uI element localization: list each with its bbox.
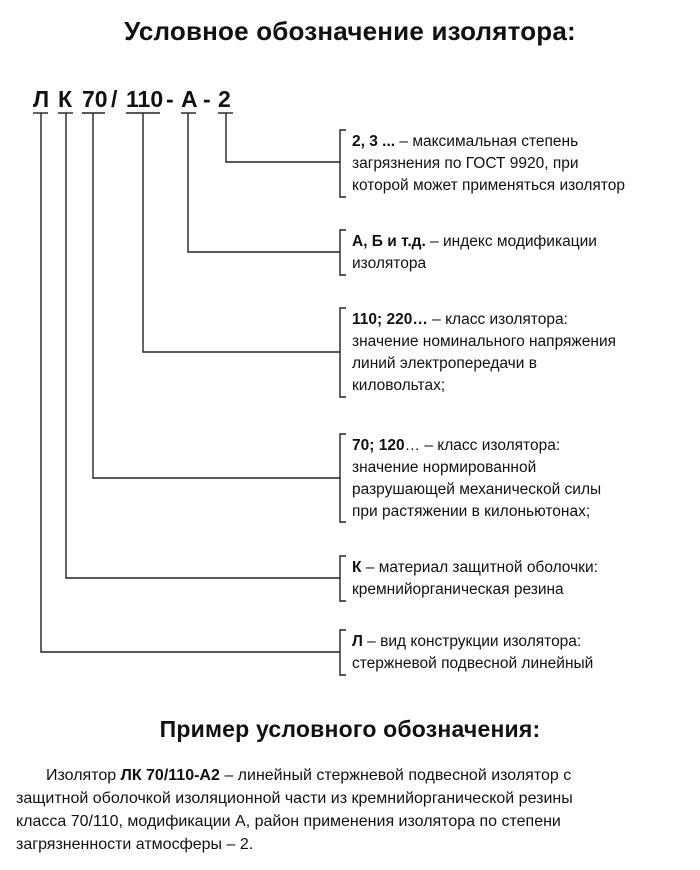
desc-line: которой может применяться изолятор	[352, 177, 625, 194]
code-slash: /	[111, 86, 118, 112]
desc-line: кремнийорганическая резина	[352, 581, 564, 598]
desc-voltage	[352, 309, 692, 397]
example-code: ЛК 70/110-А2	[120, 767, 220, 784]
leader-voltage	[143, 113, 340, 352]
desc-key: К	[352, 559, 362, 576]
desc-line: значение номинального напряжения	[352, 333, 617, 350]
desc-line: – вид конструкции изолятора:	[362, 633, 582, 650]
example-title: Пример условного обозначения:	[159, 716, 541, 742]
code-pollution-degree: 2	[218, 86, 231, 112]
desc-line: – максимальная степень	[395, 133, 579, 150]
desc-line: стержневой подвесной линейный	[352, 655, 594, 672]
desc-line: – класс изолятора:	[427, 311, 568, 328]
leader-pollution	[226, 113, 340, 162]
leader-K	[66, 113, 340, 578]
bracket-pollution	[340, 130, 346, 197]
code-force-class: 70	[82, 86, 108, 112]
desc-line: загрязнения по ГОСТ 9920, при	[352, 155, 579, 172]
desc-key: 110; 220…	[352, 311, 428, 328]
bracket-voltage	[340, 308, 346, 397]
code-dash-1: -	[166, 86, 174, 112]
desc-key: Л	[352, 633, 363, 650]
desc-L	[352, 631, 692, 675]
desc-K	[352, 557, 692, 601]
desc-key: А, Б и т.д.	[352, 233, 426, 250]
desc-force	[352, 435, 692, 523]
example-line2: защитной оболочкой изоляционной части из кремнийорганической резины	[16, 790, 573, 807]
example-line3: класса 70/110, модификации А, район применения изолятора по степени	[16, 813, 561, 830]
example-paragraph	[16, 764, 688, 856]
leader-L	[41, 113, 340, 652]
desc-line: при растяжении в килоньютонах;	[352, 503, 591, 520]
code-char-L: Л	[33, 86, 50, 112]
page-title: Условное обозначение изолятора:	[124, 16, 576, 46]
bracket-force	[340, 434, 346, 522]
desc-line: киловольтах;	[352, 377, 446, 394]
code-dash-2: -	[203, 86, 211, 112]
code-char-K: К	[58, 86, 73, 112]
desc-key: 70; 120	[352, 437, 405, 454]
desc-line: … – класс изолятора:	[404, 437, 561, 454]
bracket-K	[340, 556, 346, 601]
desc-line: разрушающей механической силы	[352, 481, 602, 498]
example-line1: – линейный стержневой подвесной изолятор с	[219, 767, 572, 784]
code-modification: А	[181, 86, 198, 112]
example-line4: загрязненности атмосферы – 2.	[16, 836, 254, 853]
code-voltage-class: 110	[126, 86, 164, 112]
desc-line: линий электропередачи в	[352, 355, 537, 372]
example-prefix: Изолятор	[46, 767, 121, 784]
desc-line: – индекс модификации	[425, 233, 597, 250]
desc-line: – материал защитной оболочки:	[361, 559, 598, 576]
bracket-modification	[340, 230, 346, 275]
leader-force	[93, 113, 340, 478]
desc-key: 2, 3 ...	[352, 133, 396, 150]
desc-pollution	[352, 131, 692, 197]
leader-modification	[188, 113, 340, 252]
bracket-L	[340, 630, 346, 675]
desc-modification	[352, 231, 692, 275]
desc-line: значение нормированной	[352, 459, 537, 476]
desc-line: изолятора	[352, 255, 427, 272]
